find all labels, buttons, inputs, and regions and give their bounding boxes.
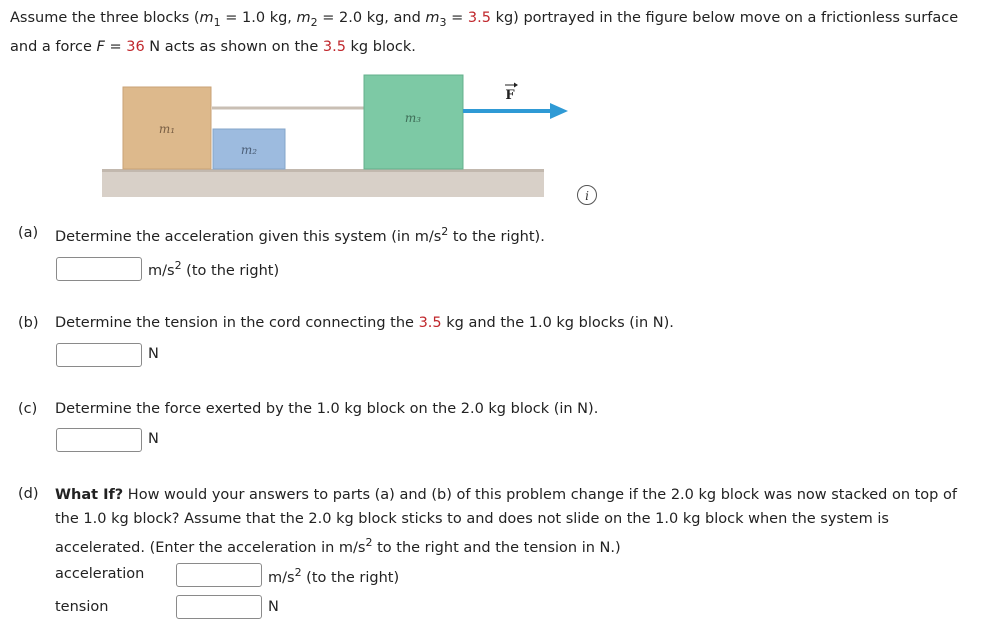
part-c-label: (c) (18, 401, 38, 417)
part-d-tension-unit: N (268, 599, 279, 615)
part-b-question: Determine the tension in the cord connecting the 3.5 kg and the 1.0 kg blocks (in N). (55, 315, 674, 331)
part-d-label: (d) (18, 486, 39, 502)
part-b-label: (b) (18, 315, 39, 331)
problem-statement: Assume the three blocks ($m_1 = 1.0$ kg, $m_2 = 2.0$ kg, and $m_3 = 3.5$ kg) portrayed in the figure below move on a frictionless surface and a force F = 36 N acts as shown on the 3.5 kg block. (10, 10, 959, 55)
part-c-unit: N (148, 431, 159, 447)
block-m2-label: m₂ (240, 143, 258, 157)
part-c-question: Determine the force exerted by the 1.0 kg block on the 2.0 kg block (in N). (55, 401, 599, 417)
part-d-acceleration-input[interactable] (176, 563, 262, 587)
part-b-answer-input[interactable] (56, 343, 142, 367)
block-m1-label: m₁ (158, 122, 176, 136)
part-d-acceleration-unit: $m/s^2$ (to the right) (268, 566, 400, 586)
floor (102, 171, 544, 197)
acceleration-label: acceleration (55, 566, 145, 582)
blocks-figure (100, 70, 580, 198)
part-c-answer-input[interactable] (56, 428, 142, 452)
part-a-question: Determine the acceleration given this system (in $m/s^2$ to the right). (55, 225, 545, 245)
part-a-unit: $m/s^2$ (to the right) (148, 259, 280, 279)
part-d-tension-input[interactable] (176, 595, 262, 619)
part-b-unit: N (148, 346, 159, 362)
tension-label: tension (55, 599, 109, 615)
part-d-question: What If? How would your answers to parts (a) and (b) of this problem change if the 2.0 kg block was now stacked on top of the 1.0 kg block? Assume that the 2.0 kg block sticks to and does not slide on the 1.0 kg block when the system is accelerated. (Enter the acceleration in $m/s^2$ to the right and the tension in N.) (55, 487, 957, 556)
force-label: F (505, 88, 515, 103)
part-a-answer-input[interactable] (56, 257, 142, 281)
block-m3-label: m₃ (404, 111, 422, 125)
info-icon[interactable]: i (577, 185, 597, 205)
part-a-label: (a) (18, 225, 39, 241)
